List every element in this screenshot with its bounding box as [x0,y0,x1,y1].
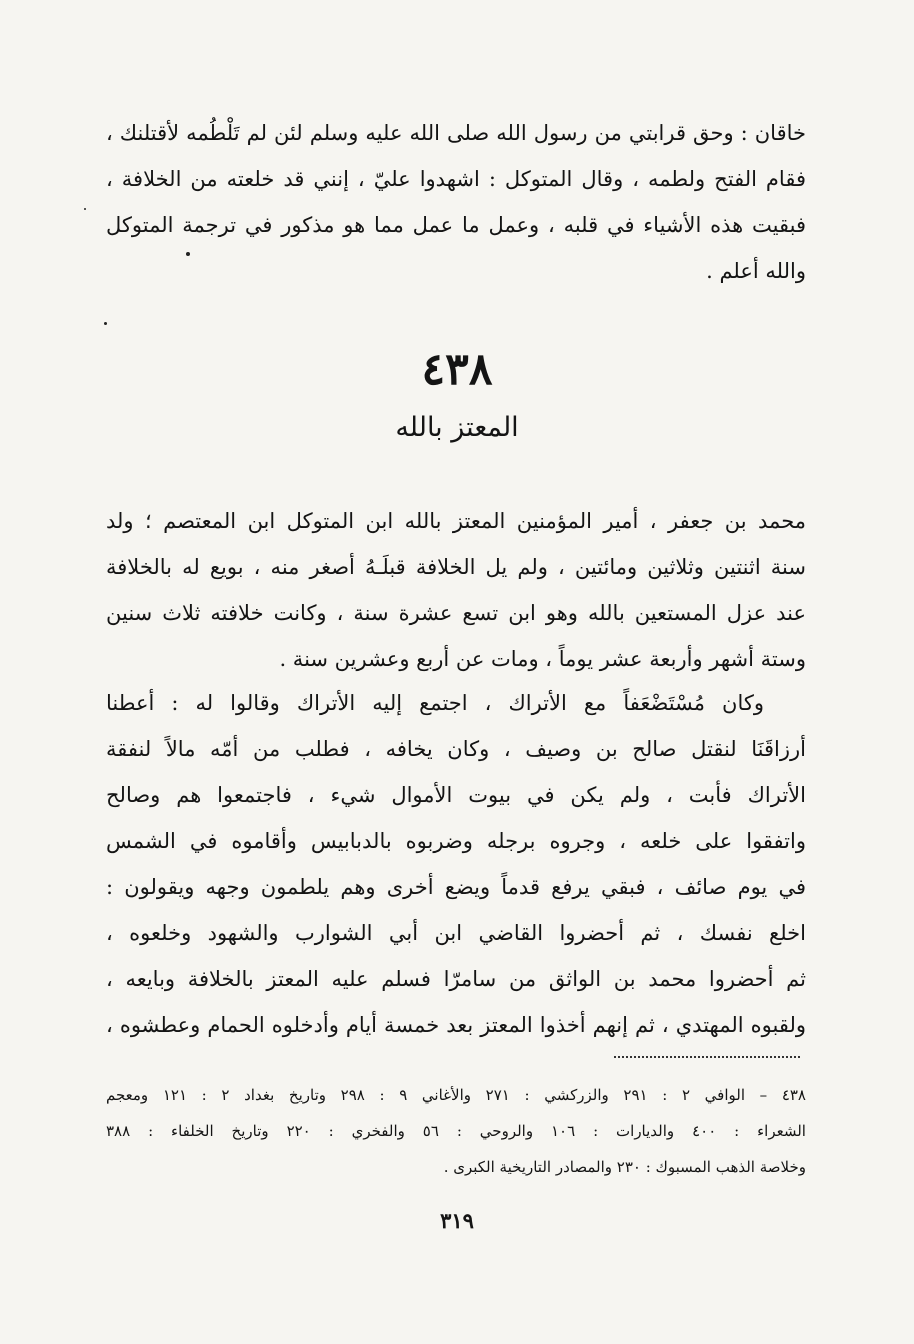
text-line: وستة أشهر وأربعة عشر يوماً ، ومات عن أربع وعشرين سنة . [279,647,806,671]
text-line: محمد بن جعفر ، أمير المؤمنين المعتز بالله ابن المتوكل ابن المعتصم ؛ ولد [106,509,806,533]
text-line: اخلع نفسك ، ثم أحضروا القاضي ابن أبي الشوارب والشهود وخلعوه ، [106,921,806,945]
footnote-separator [614,1056,800,1058]
text-line: ولقبوه المهتدي ، ثم إنهم أخذوا المعتز بعد خمسة أيام وأدخلوه الحمام وعطشوه ، [106,1013,806,1037]
text-line: عند عزل المستعين بالله وهو ابن تسع عشرة سنة ، وكانت خلافته ثلاث سنين [106,601,806,625]
scan-speck [186,252,190,256]
text-line: الأتراك فأبت ، ولم يكن في بيوت الأموال شيء ، فاجتمعوا هم وصالح [106,783,806,807]
text-line: وكان مُسْتَضْعَفاً مع الأتراك ، اجتمع إليه الأتراك وقالوا له : أعطنا [106,691,764,715]
text-line: في يوم صائف ، فبقي يرفع قدماً ويضع أخرى وهم يلطمون وجهه ويقولون : [106,875,806,899]
text-line: خاقان : وحق قرابتي من رسول الله صلى الله عليه وسلم لئن لم تَلْطُمه لأقتلنك ، [106,121,806,145]
text-line: واتفقوا على خلعه ، وجروه برجله وضربوه بالدبابيس وأقاموه في الشمس [106,829,806,853]
text-line: أرزاقَنَا لنقتل صالح بن وصيف ، وكان يخافه ، فطلب من أمّه مالاً لنفقة [106,737,806,761]
entry-title: المعتز بالله [395,412,519,443]
footnote-line: ٤٣٨ – الوافي ٢ : ٢٩١ والزركشي : ٢٧١ والأغاني ٩ : ٢٩٨ وتاريخ بغداد ٢ : ١٢١ ومعجم [106,1086,806,1104]
scan-speck [84,208,86,210]
entry-number: ٤٣٨ [421,344,493,395]
text-line: والله أعلم . [706,259,806,283]
footnote-line: وخلاصة الذهب المسبوك : ٢٣٠ والمصادر التاريخية الكبرى . [443,1158,806,1176]
footnote-line: الشعراء : ٤٠٠ والديارات : ١٠٦ والروحي : ٥٦ والفخري : ٢٢٠ وتاريخ الخلفاء : ٣٨٨ [106,1122,806,1140]
text-line: سنة اثنتين وثلاثين ومائتين ، ولم يل الخلافة قبلَـهُ أصغر منه ، بويع له بالخلافة [106,555,806,579]
scan-speck [104,322,107,325]
text-line: فقام الفتح ولطمه ، وقال المتوكل : اشهدوا عليّ ، إنني قد خلعته من الخلافة ، [106,167,806,191]
page-number: ٣١٩ [440,1208,474,1233]
text-line: ثم أحضروا محمد بن الواثق من سامرّا فسلم عليه المعتز بالخلافة وبايعه ، [106,967,806,991]
text-line: فبقيت هذه الأشياء في قلبه ، وعمل ما عمل مما هو مذكور في ترجمة المتوكل [106,213,806,237]
